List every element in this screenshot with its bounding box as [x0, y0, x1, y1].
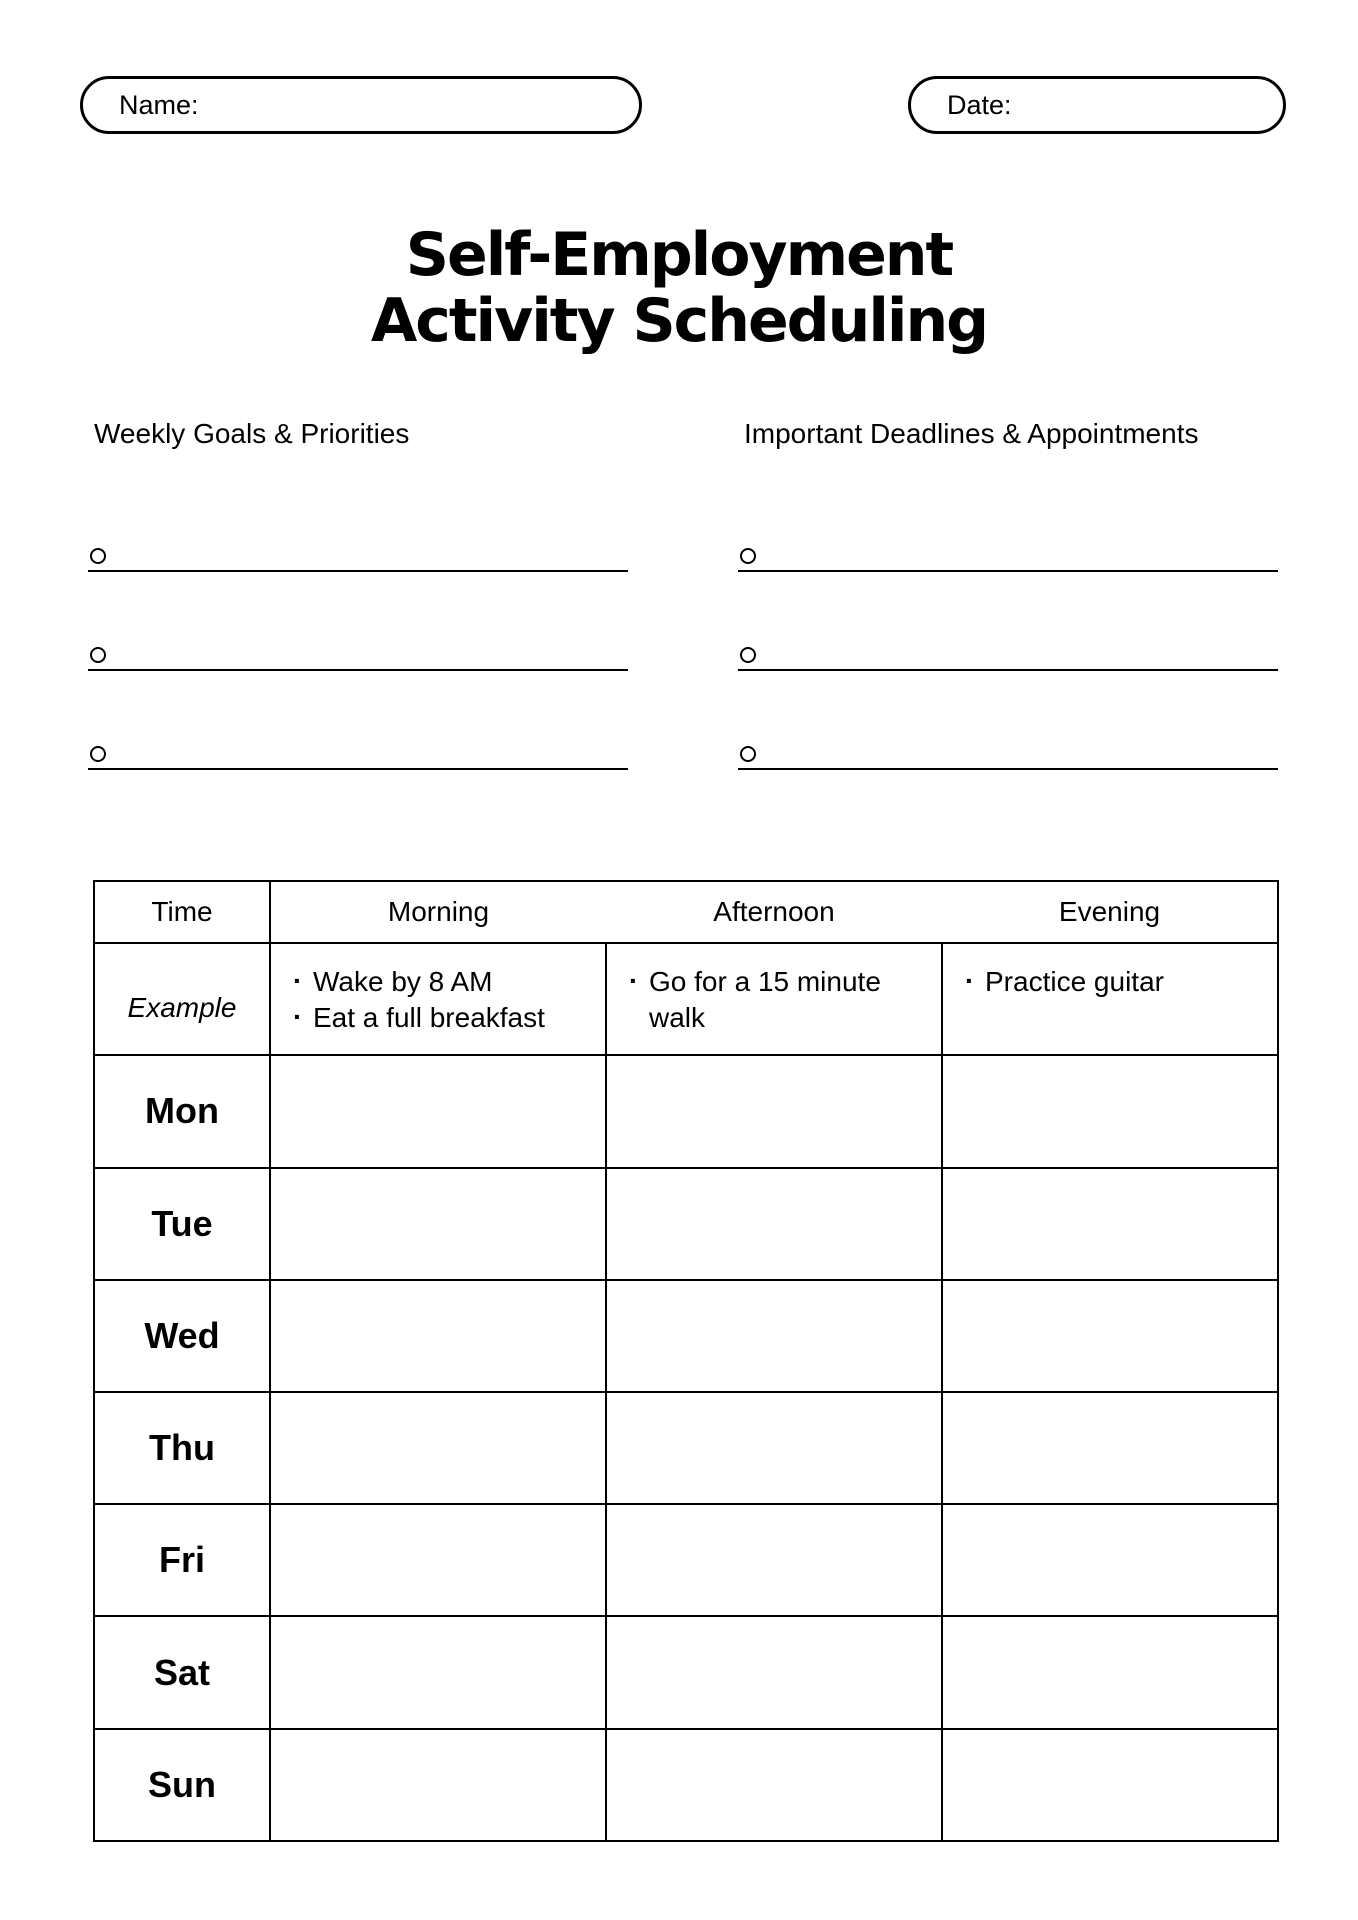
wed-afternoon-cell[interactable] [606, 1280, 942, 1392]
wed-morning-cell[interactable] [270, 1280, 606, 1392]
circle-bullet-icon [90, 548, 106, 564]
fri-morning-cell[interactable] [270, 1504, 606, 1616]
example-evening-cell [942, 943, 1278, 1055]
weekly-goals-heading: Weekly Goals & Priorities [94, 418, 410, 449]
thu-afternoon-cell[interactable] [606, 1392, 942, 1504]
circle-bullet-icon [90, 647, 106, 663]
tue-morning-cell[interactable] [270, 1168, 606, 1280]
fri-afternoon-cell[interactable] [606, 1504, 942, 1616]
day-row-fri [94, 1504, 1278, 1616]
table-header-row [94, 881, 1278, 943]
goal-line-3[interactable] [88, 734, 628, 770]
day-label-fri: Fri [94, 1504, 270, 1616]
example-morning-item-1: · Wake by 8 AM [293, 964, 595, 1000]
deadline-line-3[interactable] [738, 734, 1278, 770]
day-row-wed [94, 1280, 1278, 1392]
circle-bullet-icon [740, 647, 756, 663]
sat-morning-cell[interactable] [270, 1616, 606, 1728]
date-label: Date: [947, 89, 1012, 120]
example-evening-item-1: · Practice guitar [965, 964, 1267, 1000]
header-time: Time [94, 881, 270, 943]
schedule-table [93, 880, 1279, 1842]
sat-evening-cell[interactable] [942, 1616, 1278, 1728]
date-field[interactable] [908, 76, 1286, 134]
fri-evening-cell[interactable] [942, 1504, 1278, 1616]
day-label-tue: Tue [94, 1168, 270, 1280]
tue-evening-cell[interactable] [942, 1168, 1278, 1280]
header-evening: Evening [942, 881, 1278, 943]
example-row [94, 943, 1278, 1055]
circle-bullet-icon [90, 746, 106, 762]
day-label-mon: Mon [94, 1055, 270, 1167]
example-morning-item-2: · Eat a full breakfast [293, 1000, 595, 1036]
day-row-mon [94, 1055, 1278, 1167]
deadline-line-1[interactable] [738, 536, 1278, 572]
day-label-wed: Wed [94, 1280, 270, 1392]
deadlines-heading: Important Deadlines & Appointments [744, 418, 1199, 449]
example-morning-cell [270, 943, 606, 1055]
example-afternoon-item-1: · Go for a 15 minute walk [629, 964, 931, 1036]
day-row-thu [94, 1392, 1278, 1504]
deadline-line-2[interactable] [738, 635, 1278, 671]
circle-bullet-icon [740, 746, 756, 762]
thu-morning-cell[interactable] [270, 1392, 606, 1504]
sun-afternoon-cell[interactable] [606, 1729, 942, 1841]
mon-morning-cell[interactable] [270, 1055, 606, 1167]
title-line-2: Activity Scheduling [370, 286, 988, 356]
header-morning: Morning [270, 881, 606, 943]
example-label: Example [94, 943, 270, 1055]
title-line-1: Self-Employment [405, 220, 953, 290]
day-label-sat: Sat [94, 1616, 270, 1728]
example-afternoon-cell [606, 943, 942, 1055]
name-label: Name: [119, 89, 199, 120]
day-label-sun: Sun [94, 1729, 270, 1841]
day-row-sat [94, 1616, 1278, 1728]
name-field[interactable] [80, 76, 642, 134]
mon-evening-cell[interactable] [942, 1055, 1278, 1167]
sun-morning-cell[interactable] [270, 1729, 606, 1841]
circle-bullet-icon [740, 548, 756, 564]
tue-afternoon-cell[interactable] [606, 1168, 942, 1280]
day-row-sun [94, 1729, 1278, 1841]
sat-afternoon-cell[interactable] [606, 1616, 942, 1728]
header-afternoon: Afternoon [606, 881, 942, 943]
goal-line-2[interactable] [88, 635, 628, 671]
sun-evening-cell[interactable] [942, 1729, 1278, 1841]
day-label-thu: Thu [94, 1392, 270, 1504]
day-row-tue [94, 1168, 1278, 1280]
mon-afternoon-cell[interactable] [606, 1055, 942, 1167]
goal-line-1[interactable] [88, 536, 628, 572]
thu-evening-cell[interactable] [942, 1392, 1278, 1504]
wed-evening-cell[interactable] [942, 1280, 1278, 1392]
page-title [0, 222, 1358, 354]
